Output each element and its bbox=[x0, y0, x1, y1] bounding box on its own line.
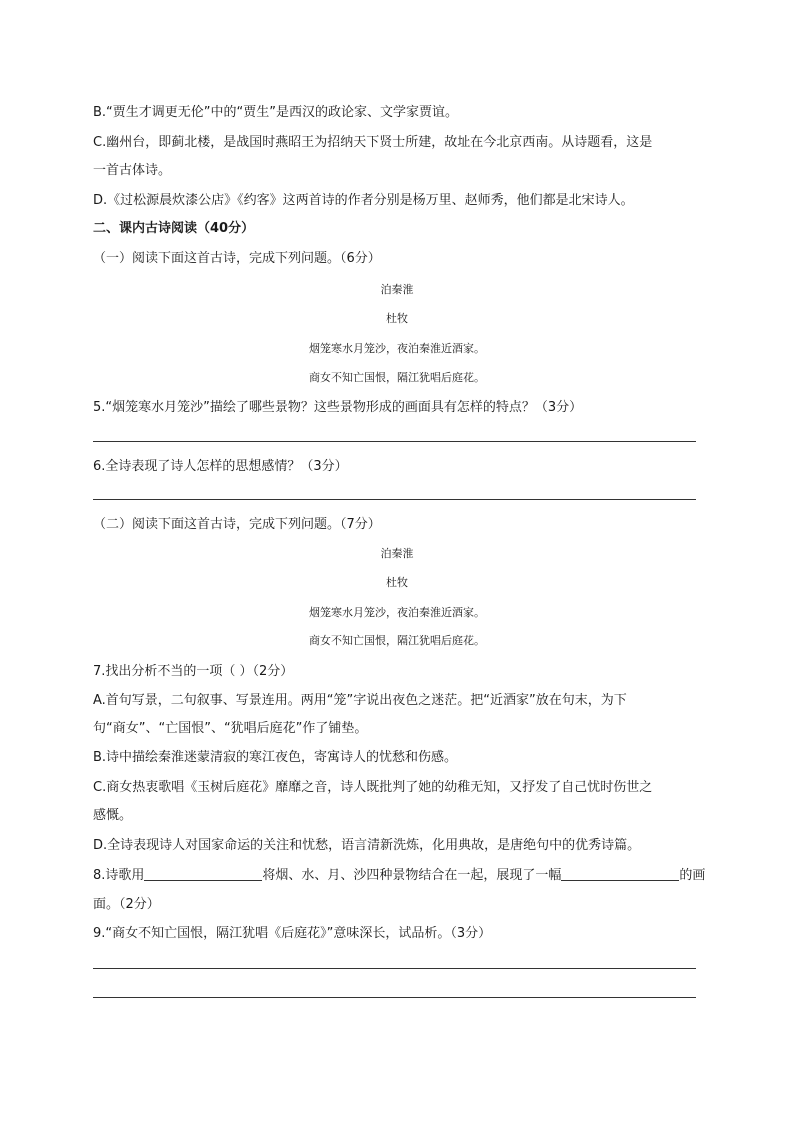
poem2-title: 泊秦淮 bbox=[380, 547, 414, 560]
part1-title: （一）阅读下面这首古诗，完成下列问题。（6分） bbox=[93, 251, 381, 266]
question-8-line2: 面。（2分） bbox=[93, 897, 160, 912]
answer-line-q9-2 bbox=[93, 997, 696, 998]
question-9: 9.“商女不知亡国恨，隔江犹唱《后庭花》”意味深长，试品析。（3分） bbox=[93, 926, 492, 941]
question-5: 5.“烟笼寒水月笼沙”描绘了哪些景物？这些景物形成的画面具有怎样的特点？（3分） bbox=[93, 400, 583, 415]
option-d: D.《过松源晨炊漆公店》《约客》这两首诗的作者分别是杨万里、赵师秀，他们都是北宋诗人。 bbox=[93, 193, 634, 208]
q7-option-a-line1: A.首句写景，二句叙事、写景连用。两用“笼”字说出夜色之迷茫。把“近酒家”放在句末，为下 bbox=[93, 693, 627, 708]
q7-option-c-line1: C.商女热衷歌唱《玉树后庭花》靡靡之音，诗人既批判了她的幼稚无知，又抒发了自己忧时伤世之 bbox=[93, 780, 653, 795]
q8-text-a: 8.诗歌用 bbox=[93, 868, 145, 883]
q8-text-b: 将烟、水、月、沙四种景物结合在一起，展现了一幅 bbox=[262, 868, 562, 883]
section2-title: 二、课内古诗阅读（40分） bbox=[93, 221, 255, 236]
question-6: 6.全诗表现了诗人怎样的思想感情？（3分） bbox=[93, 459, 348, 474]
q7-option-b: B.诗中描绘秦淮迷蒙清寂的寒江夜色，寄寓诗人的忧愁和伤感。 bbox=[93, 750, 458, 765]
question-8 bbox=[93, 866, 705, 886]
q8-blank-1[interactable] bbox=[144, 866, 262, 881]
question-7: 7.找出分析不当的一项（ ）（2分） bbox=[93, 664, 294, 679]
poem1-title: 泊秦淮 bbox=[380, 283, 414, 296]
q7-option-c-line2: 感慨。 bbox=[93, 808, 133, 823]
answer-line-q5 bbox=[93, 441, 696, 442]
q8-blank-2[interactable] bbox=[561, 866, 679, 881]
part2-title: （二）阅读下面这首古诗，完成下列问题。（7分） bbox=[93, 517, 381, 532]
q7-option-d: D.全诗表现诗人对国家命运的关注和忧愁，语言清新洗炼，化用典故，是唐绝句中的优秀诗篇。 bbox=[93, 838, 641, 853]
q7-option-a-line2: 句“商女”、“亡国恨”、“犹唱后庭花”作了铺垫。 bbox=[93, 721, 368, 736]
option-c-line1: C.幽州台，即蓟北楼，是战国时燕昭王为招纳天下贤士所建，故址在今北京西南。从诗题看，这是 bbox=[93, 135, 653, 150]
poem2-line2: 商女不知亡国恨，隔江犹唱后庭花。 bbox=[309, 634, 485, 647]
answer-line-q6 bbox=[93, 499, 696, 500]
answer-line-q9-1 bbox=[93, 968, 696, 969]
poem2-line1: 烟笼寒水月笼沙，夜泊秦淮近酒家。 bbox=[309, 606, 485, 619]
poem1-line1: 烟笼寒水月笼沙，夜泊秦淮近酒家。 bbox=[309, 342, 485, 355]
poem1-author: 杜牧 bbox=[386, 312, 408, 325]
option-b: B.“贾生才调更无伦”中的“贾生”是西汉的政论家、文学家贾谊。 bbox=[93, 105, 458, 120]
q8-text-c: 的画 bbox=[679, 868, 706, 883]
poem2-author: 杜牧 bbox=[386, 576, 408, 589]
option-c-line2: 一首古体诗。 bbox=[93, 163, 172, 178]
poem1-line2: 商女不知亡国恨，隔江犹唱后庭花。 bbox=[309, 371, 485, 384]
